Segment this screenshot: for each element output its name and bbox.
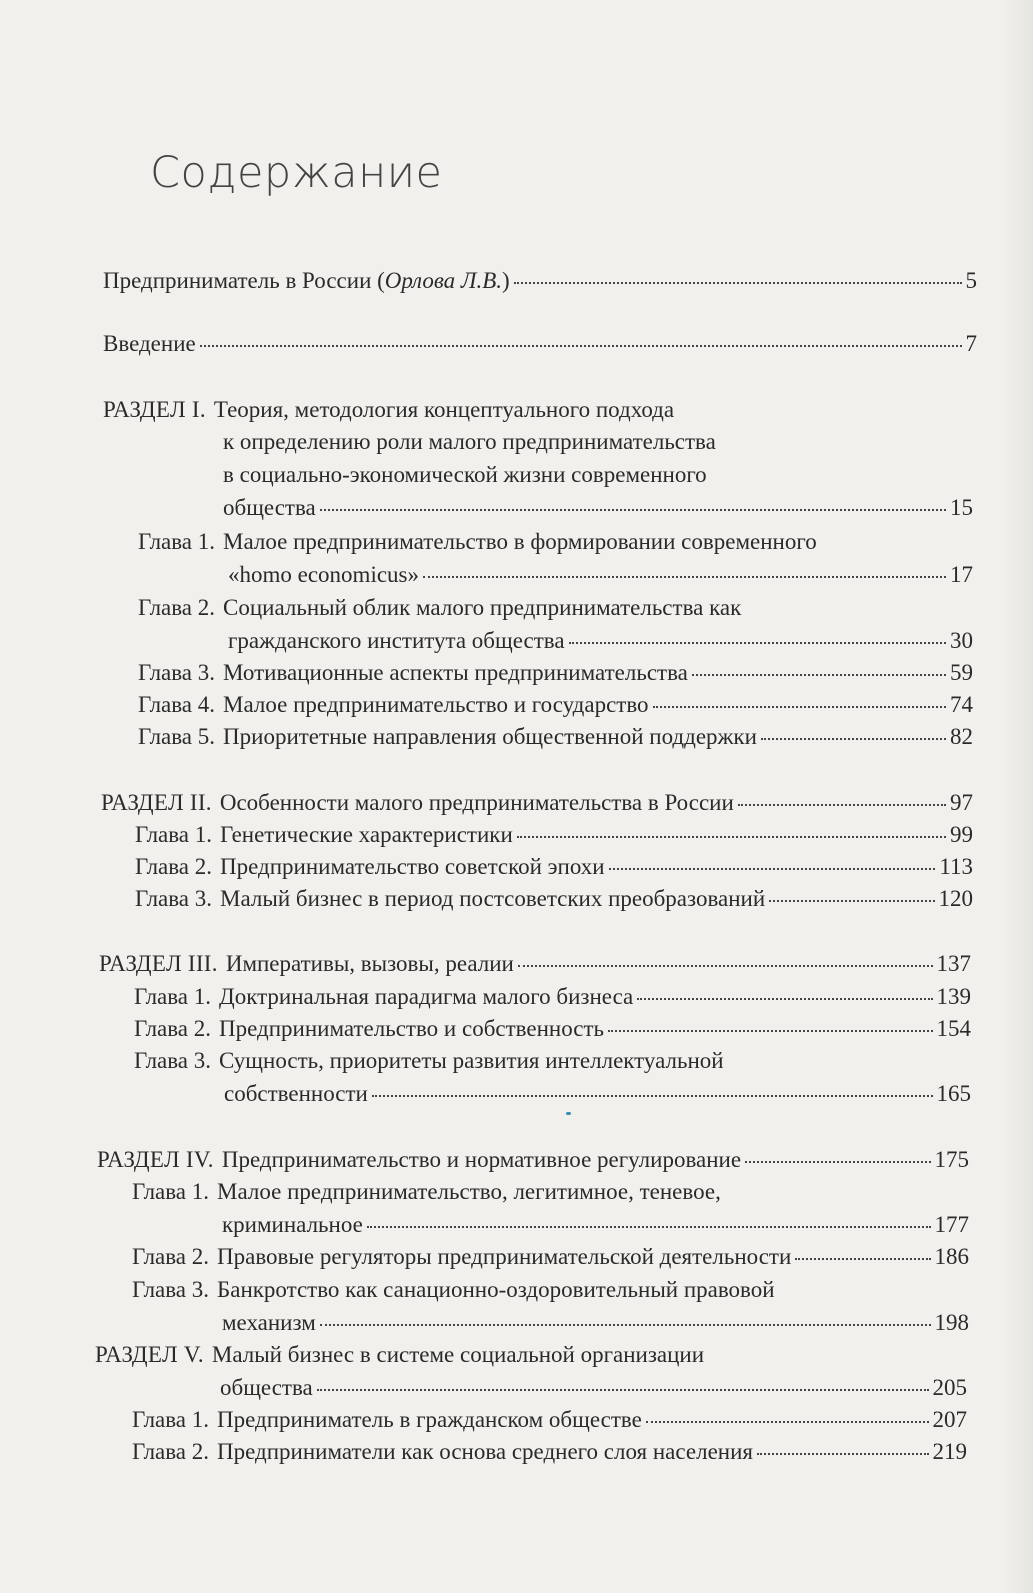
chapter-key: Глава 2. <box>138 595 216 620</box>
entry-title: Теория, методология концептуального подхода <box>213 397 675 422</box>
dot-leader <box>367 1225 931 1228</box>
entry-title: Приоритетные направления общественной поддержки <box>223 724 757 749</box>
dot-leader <box>320 508 946 511</box>
entry-author: Орлова Л.В. <box>384 268 503 293</box>
chapter-key: Глава 2. <box>135 854 213 879</box>
chapter-key: Глава 2. <box>132 1439 210 1464</box>
page-number: 113 <box>939 854 973 879</box>
toc-chapter[interactable] <box>135 820 973 850</box>
entry-title: Сущность, приоритеты развития интеллектуальной <box>219 1048 724 1073</box>
entry-title: Генетические характеристики <box>220 822 513 847</box>
dot-leader <box>795 1257 930 1260</box>
section-line: общества 205 <box>220 1373 967 1403</box>
section-key: РАЗДЕЛ III. <box>99 951 218 976</box>
dot-leader <box>423 575 946 578</box>
toc-section-3[interactable] <box>99 949 971 979</box>
page-number: 154 <box>936 1016 971 1041</box>
section-key: РАЗДЕЛ I. <box>103 397 206 422</box>
entry-title: Малое предпринимательство в формировании современного <box>223 529 817 554</box>
toc-chapter[interactable] <box>134 982 971 1012</box>
dot-leader <box>608 1029 932 1032</box>
chapter-key: Глава 3. <box>134 1048 212 1073</box>
toc-chapter[interactable] <box>135 852 973 882</box>
dot-leader <box>514 281 962 284</box>
dot-leader <box>757 1452 929 1455</box>
dot-leader <box>317 1388 929 1391</box>
page-number: 207 <box>932 1407 967 1432</box>
entry-title: Особенности малого предпринимательства в России <box>219 790 734 815</box>
section-key: РАЗДЕЛ IV. <box>97 1147 214 1172</box>
entry-title: Малое предпринимательство и государство <box>223 692 649 717</box>
page-number: 137 <box>936 951 971 976</box>
page-number: 205 <box>932 1375 967 1400</box>
entry-title: Предпринимательство советской эпохи <box>220 854 605 879</box>
chapter-key: Глава 1. <box>135 822 213 847</box>
dot-leader <box>569 641 946 644</box>
page-number: 177 <box>934 1212 969 1237</box>
toc-section-4[interactable] <box>97 1145 969 1175</box>
page-number: 120 <box>938 886 973 911</box>
entry-title: Правовые регуляторы предпринимательской деятельности <box>217 1244 792 1269</box>
page-number: 30 <box>950 628 973 653</box>
print-speck <box>566 1112 571 1115</box>
toc-chapter[interactable] <box>138 658 973 688</box>
chapter-key: Глава 3. <box>135 886 213 911</box>
toc-entry-intro[interactable] <box>103 329 977 359</box>
page-number: 165 <box>936 1081 971 1106</box>
toc-chapter[interactable] <box>132 1405 967 1435</box>
dot-leader <box>320 1323 931 1326</box>
entry-title: Доктринальная парадигма малого бизнеса <box>219 984 634 1009</box>
entry-title: Банкротство как санационно-оздоровительный правовой <box>217 1277 775 1302</box>
page-number: 59 <box>950 660 973 685</box>
page-number: 74 <box>950 692 973 717</box>
page-number: 5 <box>965 268 977 293</box>
dot-leader <box>653 705 946 708</box>
dot-leader <box>692 673 946 676</box>
dot-leader <box>745 1160 930 1163</box>
page-number: 17 <box>950 562 973 587</box>
dot-leader <box>769 899 934 902</box>
page-number: 198 <box>934 1310 969 1335</box>
dot-leader <box>646 1420 929 1423</box>
chapter-key: Глава 5. <box>138 724 216 749</box>
dot-leader <box>738 803 946 806</box>
toc-entry-preface[interactable]: Предприниматель в России (Орлова Л.В.) 5 <box>103 266 977 296</box>
entry-title: Императивы, вызовы, реалии <box>225 951 514 976</box>
section-line <box>95 1340 704 1370</box>
toc-chapter[interactable] <box>138 690 973 720</box>
dot-leader <box>518 964 933 967</box>
page-title: Содержание <box>150 148 443 198</box>
table-of-contents: Предприниматель в России (Орлова Л.В.) 5 Введение 7 РАЗДЕЛ I. Теория, методология концептуального подхода к определению роли малого предпринимательства в социально-экономической жизни современного общества 15 Глава 1. Малое предпринимательство в формировании современного «homo economicus» 17 Глава 2. Социальный облик малого предпринимательства как гражданского института общества 30 Глава 3. Мотивационные аспекты предпринимательства 59 Глава 4. Малое предпринимательство и государство 74 Глава 5. Приоритетные направления общественной поддержки 82 РАЗДЕЛ II. Особенности малого предпринимательства в России 97 Глава 1. Генетические характеристики 99 Глава 2. Предпринимательство советской эпохи 113 Глава 3. Малый бизнес в период постсоветских преобразований 120 РАЗДЕЛ III. Императивы, вызовы, реалии 137 Глава 1. Доктринальная парадигма малого бизнеса 139 Глава 2. Предпринимательство и собственность 154 Глава 3. Сущность, приоритеты развития интеллектуальной собственности 165 РАЗДЕЛ IV. Предпринимательство и нормативное регулирование 175 Глава 1. Малое предпринимательство, легитимное, теневое, криминальное 177 Глава 2. Правовые регуляторы предпринимательской деятельности 186 Глава 3. Банкротство как санационно-оздоровительный правовой механизм 198 РАЗДЕЛ V. Малый бизнес в системе социальной организации общества 205 Глава 1. Предприниматель в гражданском обществе 207 Глава 2. Предприниматели как основа среднего слоя населения 219 <box>0 0 1033 1593</box>
dot-leader <box>637 997 932 1000</box>
dot-leader <box>609 867 936 870</box>
section-key: РАЗДЕЛ II. <box>101 790 212 815</box>
entry-title: Мотивационные аспекты предпринимательства <box>223 660 688 685</box>
chapter-key: Глава 1. <box>132 1179 210 1204</box>
page-number: 186 <box>934 1244 969 1269</box>
chapter-key: Глава 3. <box>138 660 216 685</box>
toc-section-2[interactable] <box>101 788 973 818</box>
page-number: 97 <box>950 790 973 815</box>
toc-chapter[interactable] <box>135 884 973 914</box>
chapter-key: Глава 3. <box>132 1277 210 1302</box>
section-line: к определению роли малого предпринимательства <box>223 429 716 454</box>
dot-leader <box>517 835 946 838</box>
toc-chapter[interactable] <box>138 722 973 752</box>
toc-chapter[interactable] <box>132 1242 969 1272</box>
section-line <box>103 395 674 425</box>
entry-title: Предприниматель в России ( <box>103 268 385 293</box>
entry-title: Предпринимательство и нормативное регулирование <box>221 1147 742 1172</box>
chapter-key: Глава 1. <box>138 529 216 554</box>
entry-title: Малое предпринимательство, легитимное, теневое, <box>217 1179 721 1204</box>
entry-title: Предпринимательство и собственность <box>219 1016 605 1041</box>
page-number: 82 <box>950 724 973 749</box>
toc-chapter[interactable] <box>134 1014 971 1044</box>
page-number: 7 <box>965 331 977 356</box>
page-number: 139 <box>936 984 971 1009</box>
page-number: 219 <box>932 1439 967 1464</box>
chapter-key: Глава 2. <box>132 1244 210 1269</box>
page-number: 175 <box>934 1147 969 1172</box>
entry-title: Предприниматель в гражданском обществе <box>217 1407 642 1432</box>
section-line: в социально-экономической жизни современного <box>223 462 707 487</box>
dot-leader <box>200 344 962 347</box>
section-line: общества 15 <box>223 493 973 523</box>
chapter-key: Глава 4. <box>138 692 216 717</box>
dot-leader <box>372 1094 933 1097</box>
entry-title: Малый бизнес в системе социальной организации <box>211 1342 705 1367</box>
entry-title: Предприниматели как основа среднего слоя населения <box>217 1439 753 1464</box>
entry-title: Малый бизнес в период постсоветских преобразований <box>220 886 766 911</box>
chapter-key: Глава 2. <box>134 1016 212 1041</box>
page-number: 15 <box>950 495 973 520</box>
toc-chapter[interactable] <box>132 1437 967 1467</box>
entry-title: Введение <box>103 331 196 356</box>
chapter-key: Глава 1. <box>132 1407 210 1432</box>
entry-title: Социальный облик малого предпринимательства как <box>223 595 742 620</box>
dot-leader <box>761 737 946 740</box>
chapter-key: Глава 1. <box>134 984 212 1009</box>
section-key: РАЗДЕЛ V. <box>95 1342 204 1367</box>
page-number: 99 <box>950 822 973 847</box>
